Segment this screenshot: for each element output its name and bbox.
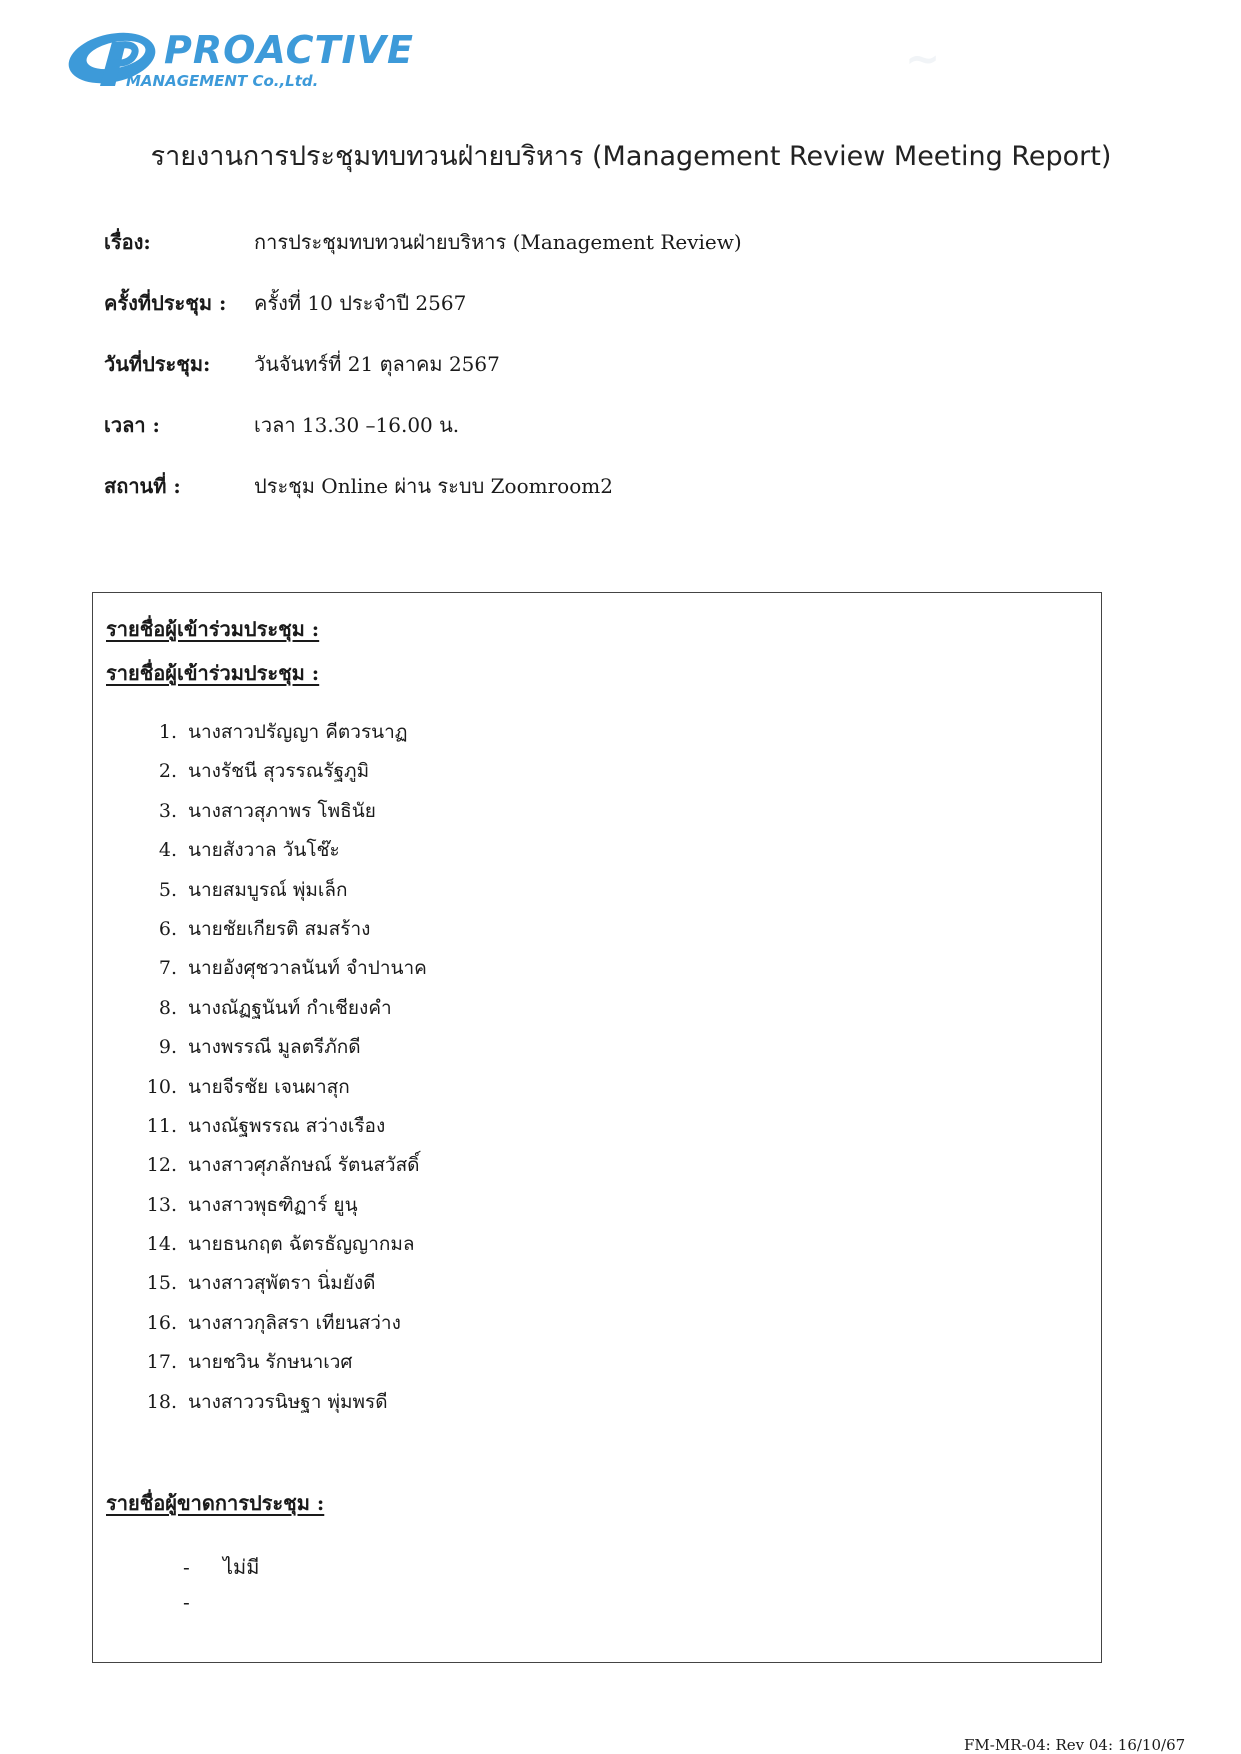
attendee-name: นายชวิน รักษนาเวศ	[188, 1351, 353, 1374]
info-value: การประชุมทบทวนฝ่ายบริหาร (Management Review)	[254, 230, 742, 254]
item-number: 10.	[146, 1075, 177, 1098]
bullet-dash: -	[183, 1590, 190, 1614]
attendee-name: นางสาวสุภาพร โพธินัย	[188, 799, 376, 822]
item-number: 12.	[146, 1154, 177, 1177]
item-number: 14.	[146, 1233, 177, 1256]
item-number: 6.	[158, 917, 177, 940]
attendee-name: นายจีรชัย เจนผาสุก	[188, 1075, 350, 1098]
item-number: 1.	[158, 721, 177, 743]
info-label: สถานที่ :	[104, 474, 181, 498]
item-number: 11.	[146, 1114, 177, 1137]
attendee-name: นางสาวปรัญญา คีตวรนาฏ	[188, 721, 408, 743]
logo-name: PROACTIVE	[164, 28, 414, 72]
attendee-name: นางรัชนี สุวรรณรัฐภูมิ	[188, 760, 370, 783]
attendee-name: นายสมบูรณ์ พุ่มเล็ก	[188, 878, 348, 901]
company-logo	[66, 24, 414, 96]
attendee-name: นางณัฐพรรณ สว่างเรือง	[188, 1114, 386, 1137]
info-value: วันจันทร์ที่ 21 ตุลาคม 2567	[254, 352, 500, 376]
form-code-footer: FM-MR-04: Rev 04: 16/10/67	[964, 1736, 1186, 1754]
list-item	[143, 1268, 427, 1307]
info-label: เรื่อง:	[104, 230, 151, 254]
list-item	[143, 1072, 427, 1111]
item-number: 17.	[146, 1351, 177, 1374]
item-number: 18.	[146, 1390, 177, 1413]
list-item	[143, 756, 427, 795]
list-item	[183, 1551, 259, 1590]
absent-list	[183, 1551, 259, 1629]
list-item	[143, 1190, 427, 1229]
attendee-name: นายสังวาล วันโช๊ะ	[188, 839, 340, 862]
info-label: วันที่ประชุม:	[104, 352, 211, 376]
attendees-heading: รายชื่อผู้เข้าร่วมประชุม :	[106, 617, 320, 641]
absent-text: ไม่มี	[223, 1555, 260, 1579]
attendee-name: นางสาววรนิษฐา พุ่มพรดี	[188, 1390, 388, 1413]
attendee-name: นางพรรณี มูลตรีภักดี	[188, 1036, 361, 1059]
bullet-dash: -	[183, 1555, 190, 1579]
item-number: 15.	[146, 1272, 177, 1295]
list-item	[143, 796, 427, 835]
item-number: 2.	[158, 760, 177, 783]
item-number: 3.	[158, 799, 177, 822]
attendance-box	[92, 592, 1102, 1663]
list-item	[143, 875, 427, 914]
attendee-list	[143, 717, 427, 1426]
info-label: เวลา :	[104, 413, 160, 437]
attendee-name: นายธนกฤต ฉัตรธัญญากมล	[188, 1233, 415, 1256]
list-item	[143, 1111, 427, 1150]
item-number: 8.	[158, 996, 177, 1019]
list-item	[143, 1150, 427, 1189]
attendee-name: นายอังศุชวาลนันท์ จำปานาค	[188, 957, 427, 980]
item-number: 16.	[146, 1311, 177, 1334]
item-number: 7.	[158, 957, 177, 980]
list-item	[143, 717, 427, 756]
item-number: 5.	[158, 878, 177, 901]
list-item	[143, 1387, 427, 1426]
page-title: รายงานการประชุมทบทวนฝ่ายบริหาร (Management Review Meeting Report)	[150, 141, 1112, 172]
info-value: ครั้งที่ 10 ประจำปี 2567	[254, 291, 467, 315]
list-item	[143, 1032, 427, 1071]
list-item	[143, 835, 427, 874]
list-item	[143, 1308, 427, 1347]
item-number: 9.	[158, 1036, 177, 1059]
attendee-name: นางสาวกุลิสรา เทียนสว่าง	[188, 1311, 401, 1334]
info-value: เวลา 13.30 –16.00 น.	[254, 413, 460, 437]
info-value: ประชุม Online ผ่าน ระบบ Zoomroom2	[254, 474, 613, 498]
attendee-name: นางณัฏฐนันท์ กำเชียงคำ	[188, 996, 392, 1019]
faint-watermark-logo: ~	[905, 34, 941, 83]
attendees-heading: รายชื่อผู้เข้าร่วมประชุม :	[106, 661, 320, 685]
list-item	[143, 953, 427, 992]
list-item	[183, 1590, 259, 1629]
item-number: 4.	[158, 839, 177, 862]
item-number: 13.	[146, 1193, 177, 1216]
attendee-name: นางสาวศุภลักษณ์ รัตนสวัสดิ์	[188, 1154, 420, 1177]
absent-heading: รายชื่อผู้ขาดการประชุม :	[106, 1491, 325, 1515]
attendee-name: นางสาวพุธฑิฏาร์ ยูนุ	[188, 1193, 358, 1216]
list-item	[143, 993, 427, 1032]
list-item	[143, 1229, 427, 1268]
list-item	[143, 1347, 427, 1386]
logo-subtitle: MANAGEMENT Co.,Ltd.	[126, 72, 319, 90]
info-label: ครั้งที่ประชุม :	[104, 291, 227, 315]
list-item	[143, 914, 427, 953]
attendee-name: นายชัยเกียรติ สมสร้าง	[188, 917, 371, 940]
attendee-name: นางสาวสุพัตรา นิ่มยังดี	[188, 1272, 376, 1295]
